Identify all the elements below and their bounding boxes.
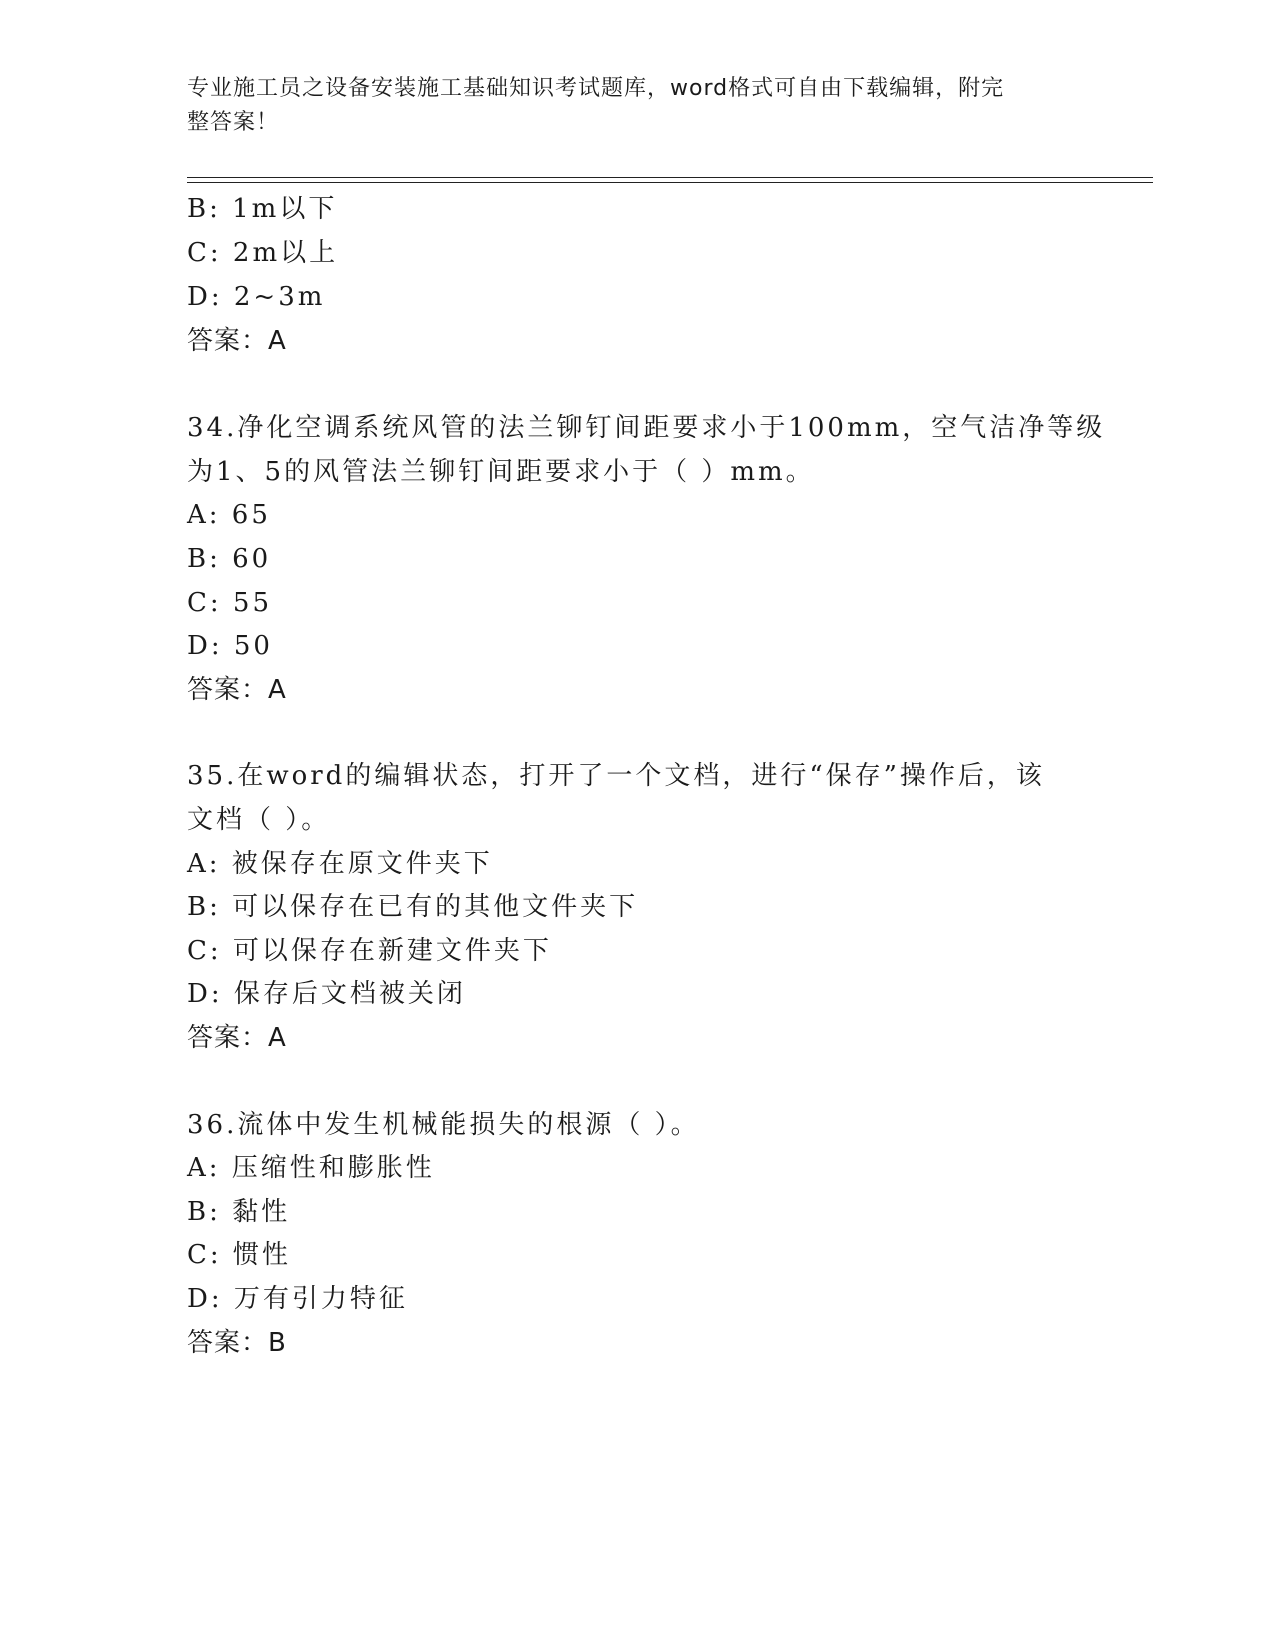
q35-option-c: C: 可以保存在新建文件夹下 (187, 936, 552, 966)
q36-option-a: A: 压缩性和膨胀性 (187, 1153, 435, 1183)
q34-answer: 答案：A (187, 675, 287, 705)
q33-option-d: D: 2~3m (187, 282, 326, 312)
q34-option-d: D: 50 (187, 631, 273, 661)
header-divider-top (187, 177, 1153, 178)
q36-option-b: B: 黏性 (187, 1197, 291, 1227)
q35-answer: 答案：A (187, 1023, 287, 1053)
q34-option-c: C: 55 (187, 588, 273, 618)
header-divider-bottom (187, 182, 1153, 183)
q33-answer: 答案：A (187, 326, 287, 356)
q34-option-a: A: 65 (187, 500, 271, 530)
q35-option-b: B: 可以保存在已有的其他文件夹下 (187, 892, 639, 922)
q33-option-c: C: 2m以上 (187, 238, 339, 268)
q36-option-c: C: 惯性 (187, 1240, 291, 1270)
header-line-2: 整答案！ (187, 110, 280, 135)
q36-stem-line-1: 36.流体中发生机械能损失的根源（ ）。 (187, 1110, 700, 1140)
q34-option-b: B: 60 (187, 544, 272, 574)
q34-stem-line-2: 为1、5的风管法兰铆钉间距要求小于（ ）mm。 (187, 457, 815, 487)
q33-option-b: B: 1m以下 (187, 194, 338, 224)
q35-stem-line-2: 文档（ ）。 (187, 805, 331, 835)
document-header (187, 72, 1067, 140)
q35-option-a: A: 被保存在原文件夹下 (187, 849, 493, 879)
header-line-1: 专业施工员之设备安装施工基础知识考试题库，word格式可自由下载编辑，附完 (187, 76, 1005, 101)
q36-answer: 答案：B (187, 1328, 287, 1358)
q35-option-d: D: 保存后文档被关闭 (187, 979, 466, 1009)
q35-stem-line-1: 35.在word的编辑状态，打开了一个文档，进行“保存”操作后，该 (187, 761, 1045, 791)
q34-stem-line-1: 34.净化空调系统风管的法兰铆钉间距要求小于100mm，空气洁净等级 (187, 413, 1106, 443)
q36-option-d: D: 万有引力特征 (187, 1284, 408, 1314)
